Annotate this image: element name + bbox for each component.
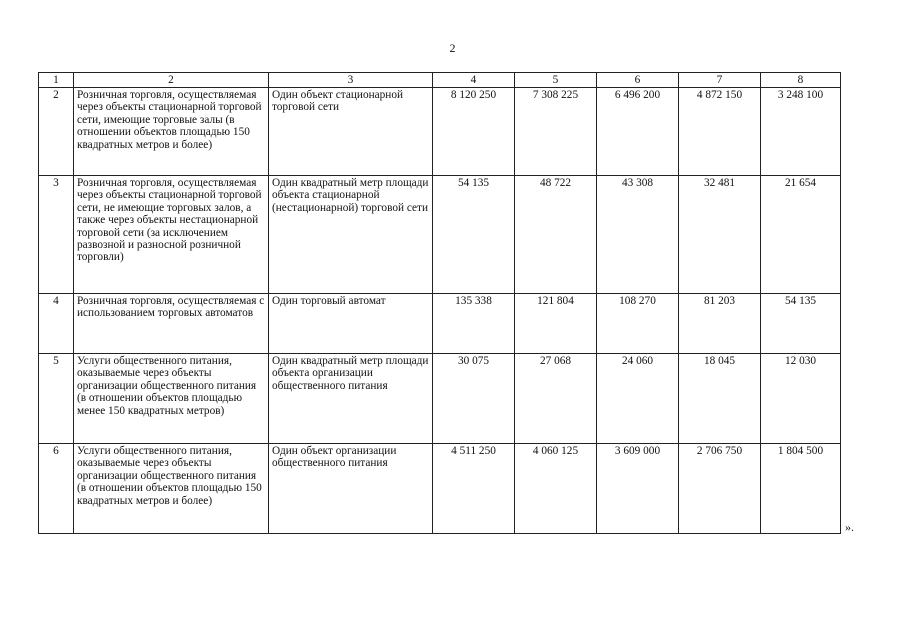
value-cell: 21 654 — [761, 176, 841, 294]
value-cell: 1 804 500 — [761, 444, 841, 534]
value-cell: 7 308 225 — [515, 88, 597, 176]
table-row — [39, 176, 841, 294]
table-row — [39, 354, 841, 444]
row-number: 6 — [39, 444, 74, 534]
column-header: 8 — [761, 73, 841, 88]
value-cell: 108 270 — [597, 294, 679, 354]
column-number-row — [39, 73, 841, 88]
value-cell: 6 496 200 — [597, 88, 679, 176]
value-cell: 81 203 — [679, 294, 761, 354]
table-row — [39, 88, 841, 176]
value-cell: 135 338 — [433, 294, 515, 354]
value-cell: 4 060 125 — [515, 444, 597, 534]
unit-cell: Один квадратный метр площади объекта организации общественного питания — [269, 354, 433, 444]
value-cell: 54 135 — [761, 294, 841, 354]
value-cell: 12 030 — [761, 354, 841, 444]
column-header: 5 — [515, 73, 597, 88]
column-header: 3 — [269, 73, 433, 88]
value-cell: 27 068 — [515, 354, 597, 444]
activity-cell: Розничная торговля, осуществляемая через объекты стационарной торговой сети, имеющие торговые залы (в отношении объектов площадью 150 квадратных метров и более) — [74, 88, 269, 176]
column-header: 4 — [433, 73, 515, 88]
value-cell: 4 872 150 — [679, 88, 761, 176]
page-number: 2 — [449, 41, 456, 55]
row-number: 3 — [39, 176, 74, 294]
row-number: 5 — [39, 354, 74, 444]
value-cell: 48 722 — [515, 176, 597, 294]
value-cell: 3 248 100 — [761, 88, 841, 176]
value-cell: 3 609 000 — [597, 444, 679, 534]
activity-cell: Розничная торговля, осуществляемая с использованием торговых автоматов — [74, 294, 269, 354]
value-cell: 32 481 — [679, 176, 761, 294]
column-header: 1 — [39, 73, 74, 88]
tariff-table — [38, 72, 841, 534]
table-row — [39, 444, 841, 534]
unit-cell: Один квадратный метр площади объекта стационарной (нестационарной) торговой сети — [269, 176, 433, 294]
activity-cell: Услуги общественного питания, оказываемые через объекты организации общественного питания (в отношении объектов площадью менее 150 квадратных метров) — [74, 354, 269, 444]
table-row — [39, 294, 841, 354]
value-cell: 54 135 — [433, 176, 515, 294]
value-cell: 4 511 250 — [433, 444, 515, 534]
row-number: 2 — [39, 88, 74, 176]
closing-quote-mark: ». — [845, 520, 854, 534]
unit-cell: Один объект стационарной торговой сети — [269, 88, 433, 176]
value-cell: 8 120 250 — [433, 88, 515, 176]
value-cell: 24 060 — [597, 354, 679, 444]
unit-cell: Один торговый автомат — [269, 294, 433, 354]
activity-cell: Услуги общественного питания, оказываемые через объекты организации общественного питания (в отношении объектов площадью 150 квадратных метров и более) — [74, 444, 269, 534]
unit-cell: Один объект организации общественного питания — [269, 444, 433, 534]
value-cell: 2 706 750 — [679, 444, 761, 534]
value-cell: 43 308 — [597, 176, 679, 294]
value-cell: 121 804 — [515, 294, 597, 354]
value-cell: 30 075 — [433, 354, 515, 444]
column-header: 7 — [679, 73, 761, 88]
value-cell: 18 045 — [679, 354, 761, 444]
activity-cell: Розничная торговля, осуществляемая через объекты стационарной торговой сети, не имеющие торговых залов, а также через объекты нестационарной торговой сети (за исключением развозной и разносной розничной торговли) — [74, 176, 269, 294]
column-header: 2 — [74, 73, 269, 88]
row-number: 4 — [39, 294, 74, 354]
column-header: 6 — [597, 73, 679, 88]
